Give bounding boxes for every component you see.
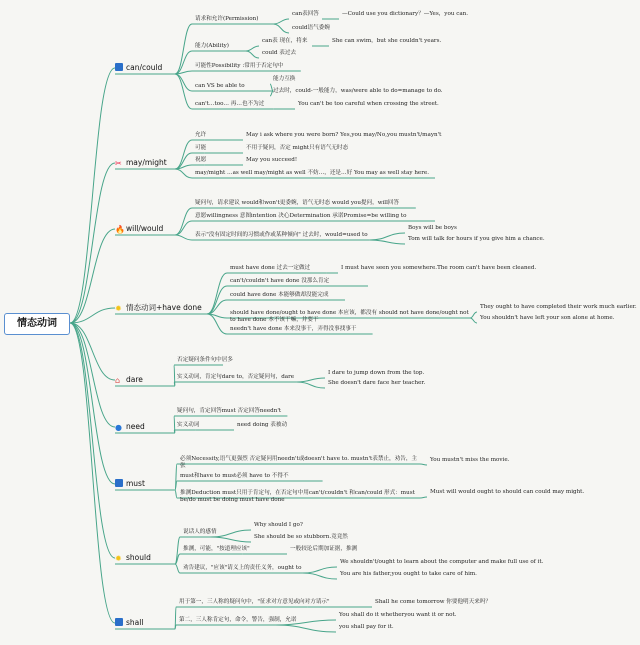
item-node[interactable]: may/might …as well may/might as well 不妨…，还是…好 You may as well stay here. — [195, 170, 430, 176]
item-node[interactable]: 疑问句，请求建议 would和won't更委婉，语气无时态 would you提问，will回答 — [195, 200, 400, 206]
connector — [175, 51, 192, 74]
connector — [175, 564, 180, 573]
child-node[interactable]: 不用于疑问，否定 might只有语气无时态 — [246, 145, 349, 151]
connector — [175, 235, 192, 240]
child-node[interactable]: could语气委婉 — [292, 25, 330, 31]
item-node[interactable]: 可能 — [195, 145, 207, 151]
connector — [70, 163, 115, 323]
item-node[interactable]: 第二，三人称肯定句，命令，警告，强制，允诺 — [179, 617, 297, 623]
bulb-icon: ✹ — [115, 304, 122, 313]
connector — [70, 323, 115, 484]
branch-5[interactable] — [115, 420, 145, 433]
branch-7[interactable] — [115, 551, 151, 564]
branch-label: dare — [126, 375, 143, 384]
connector — [246, 46, 259, 51]
item-node[interactable]: 能力(Ability) — [195, 43, 229, 49]
child-node[interactable]: They ought to have completed their work much earlier. — [480, 304, 637, 310]
branch-1[interactable] — [115, 156, 167, 169]
item-node[interactable]: 疑问句，肯定回答must 否定回答needn't — [177, 408, 282, 414]
branch-label: will/would — [126, 224, 164, 233]
branch-label: shall — [126, 618, 144, 627]
branch-label: should — [126, 553, 151, 562]
child-node[interactable]: You are his father,you ought to take care of him. — [340, 571, 477, 577]
item-node[interactable]: can't…too… 再…也不为过 — [195, 101, 265, 107]
child-node[interactable]: I dare to jump down from the top. — [328, 370, 425, 376]
branch-6[interactable] — [115, 477, 145, 490]
item-node[interactable]: 表示"没有固定时间的习惯或作或某种倾向" 过去时，would=used to — [195, 232, 368, 238]
child-node[interactable]: can表 现在，将来 — [262, 38, 308, 44]
item-node[interactable]: should have done/ought to have done 本应该，都没有 should not have done/ought not to have done 本不该干嘛，并要干 — [230, 310, 469, 323]
item-node[interactable]: can't/couldn't have done 没那么肯定 — [230, 278, 330, 284]
item-node[interactable]: 允许 — [195, 132, 207, 138]
item-node[interactable]: 实义动词，肯定句dare to，否定疑问句，dare — [177, 374, 295, 380]
connector — [370, 233, 405, 240]
branch-label: must — [126, 479, 145, 488]
connector — [420, 464, 427, 465]
item-node[interactable]: 推测，可能，"按道理应该" — [183, 546, 250, 552]
item-node[interactable]: must have done 过去一定做过 — [230, 265, 311, 271]
branch-label: need — [126, 422, 145, 431]
item-node[interactable]: needn't have done 本来没事干，弄得没事找事干 — [230, 326, 357, 332]
connector — [303, 567, 337, 573]
child-node[interactable]: could 表过去 — [262, 50, 297, 56]
item-node[interactable]: 劝告建议，"应该"请义上的责任义务，ought to — [183, 565, 302, 571]
child-node[interactable]: Shall he come tomorrow 你要他明天来吗？ — [375, 599, 492, 605]
child-node[interactable]: May you succeed! — [246, 157, 298, 163]
connector — [70, 323, 115, 427]
connector — [70, 308, 115, 323]
child-node[interactable]: You shall do it whetheryou want it or not. — [339, 612, 457, 618]
branch-2[interactable] — [115, 222, 163, 235]
branch-3[interactable] — [115, 301, 202, 314]
connector — [70, 323, 115, 623]
child-node[interactable]: need doing 表被动 — [237, 422, 288, 428]
connector — [175, 140, 192, 169]
child-node[interactable]: You shouldn't have left your son alone at home. — [480, 315, 615, 321]
house-icon: ⌂ — [115, 376, 121, 385]
connector — [246, 51, 259, 58]
branch-label: can/could — [126, 63, 163, 72]
connector — [470, 312, 477, 318]
child-node[interactable]: We shouldn't/ought to learn about the computer and make full use of it. — [340, 559, 544, 565]
book-icon — [115, 63, 123, 71]
connector — [297, 378, 325, 382]
item-node[interactable]: 必须Necessity,语气更强烈 否定疑问用needn't或doesn't have to. mustn't表禁止，劝告，主张 — [180, 456, 418, 469]
bulb-icon: ✹ — [115, 554, 122, 563]
item-node[interactable]: can VS be able to — [195, 83, 245, 89]
connector — [175, 74, 192, 109]
child-node[interactable]: You mustn't miss the movie. — [430, 457, 510, 463]
connector — [175, 490, 177, 498]
branch-label: 情态动词+have done — [126, 303, 202, 312]
connector — [276, 625, 336, 632]
item-node[interactable]: 推测Deduction must只用于肯定句，在否定句中用can't/couldn't 和can/could 形式：must be/do must be doing must have done — [180, 490, 415, 503]
child-node[interactable]: She should be so stubborn.竟竟然 — [254, 534, 348, 540]
connector — [175, 169, 192, 178]
connector — [303, 573, 337, 579]
child-node[interactable]: She doesn't dare face her teacher. — [328, 380, 426, 386]
child-node[interactable]: Why should I go? — [254, 522, 303, 528]
drop-icon: ● — [115, 423, 122, 432]
branch-label: may/might — [126, 158, 167, 167]
child-node[interactable]: 一般较论后期加证据，推测 — [290, 546, 358, 552]
connector — [207, 314, 227, 334]
book-icon — [115, 479, 123, 487]
connector — [175, 165, 192, 169]
item-node[interactable]: 请求和允许(Permission) — [195, 16, 259, 22]
grandchild-node[interactable]: She can swim，but she couldn't years. — [332, 38, 442, 44]
item-node[interactable]: 可能性Possibility :常用于否定句中 — [195, 63, 284, 69]
connector — [175, 74, 192, 91]
connector — [211, 537, 251, 542]
branch-8[interactable] — [115, 616, 143, 629]
child-node[interactable]: can表回答 — [292, 11, 319, 17]
child-node[interactable]: 能力互换 — [273, 76, 296, 82]
child-node[interactable]: May i ask where you were born? Yes,you may/No,you mustn't/mayn't — [246, 132, 442, 138]
child-node[interactable]: Must will would ought to should can could may might. — [430, 489, 585, 495]
connector — [470, 318, 477, 323]
item-node[interactable]: 说话人的感情 — [183, 529, 217, 535]
connector — [273, 24, 289, 33]
connector — [297, 382, 325, 388]
child-node[interactable]: Tom will talk for hours if you give him a chance. — [408, 236, 545, 242]
connector — [70, 323, 115, 558]
item-node[interactable]: 用于第一，三人称的疑问句中，"征求对方意见或向对方请示" — [179, 599, 330, 605]
tools-icon: ✂ — [115, 159, 122, 168]
item-node[interactable]: could have done 本能够做却没能完成 — [230, 292, 329, 298]
item-node[interactable]: 实义动词 — [177, 422, 200, 428]
item-node[interactable]: 祝愿 — [195, 157, 207, 163]
connector — [175, 24, 192, 74]
item-node[interactable]: 否定疑问条件句中居多 — [177, 357, 233, 363]
fire-icon: 🔥 — [115, 225, 125, 234]
item-node[interactable]: must和have to must必须 have to 不得不 — [180, 473, 289, 479]
book-icon — [115, 618, 123, 626]
child-node[interactable]: you shall pay for it. — [339, 624, 394, 630]
child-node[interactable]: 过去时，could-一般能力，was/were able to do=manage to do. — [273, 88, 443, 94]
child-node[interactable]: You can't be too careful when crossing the street. — [298, 101, 439, 107]
item-node[interactable]: 意愿willingness 意图intention 决心Determination 承诺Promise=be willing to — [195, 213, 407, 219]
root-node-title[interactable]: 情态动词 — [4, 313, 70, 335]
branch-0[interactable] — [115, 61, 162, 74]
grandchild-node[interactable]: —Could use you dictionary？—Yes，you can. — [342, 11, 469, 17]
connector — [273, 19, 289, 24]
branch-4[interactable] — [115, 373, 143, 386]
connector — [70, 68, 115, 323]
child-node[interactable]: Boys will be boys — [408, 225, 457, 231]
child-node[interactable]: I must have seen you somewhere.The room can't have been cleaned. — [341, 265, 537, 271]
connector — [370, 240, 405, 244]
connector — [420, 497, 427, 498]
